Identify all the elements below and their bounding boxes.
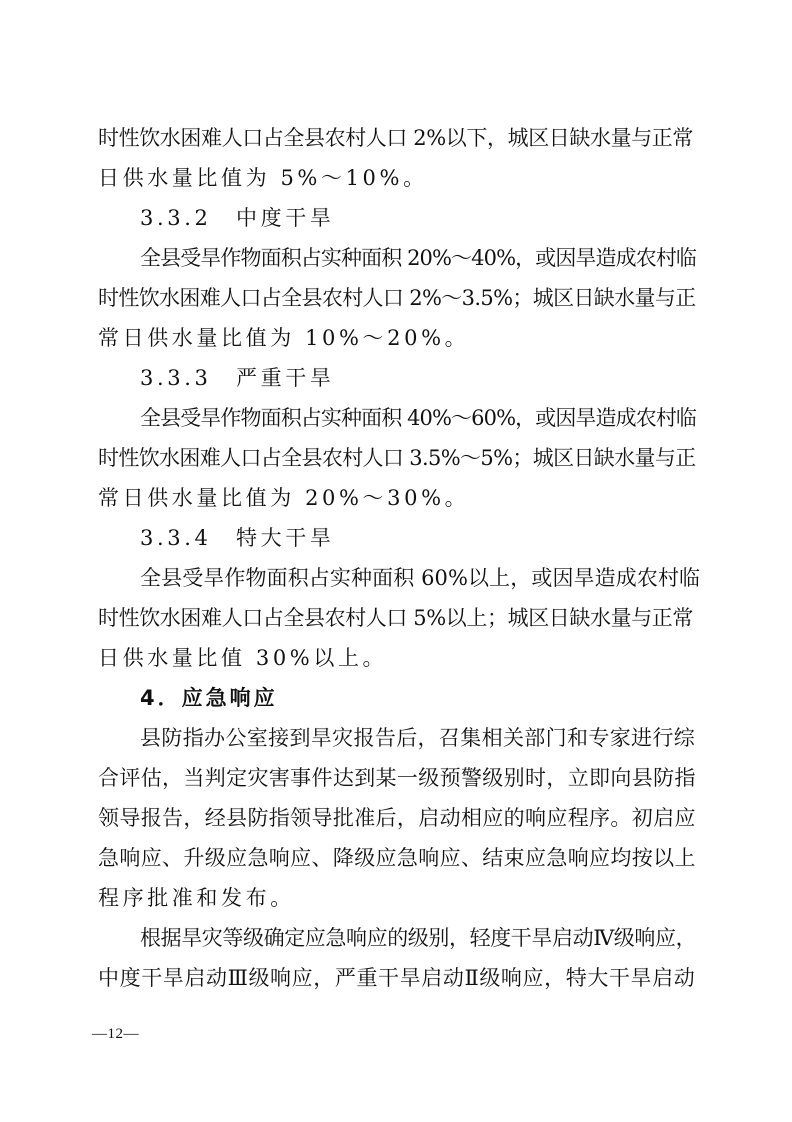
body-text-line: 合评估，当判定灾害事件达到某一级预警级别时，立即向县防指 [98,766,696,790]
body-text-line: 日供水量比值 30%以上。 [98,646,388,670]
body-text-line: 中度干旱启动Ⅲ级响应，严重干旱启动Ⅱ级响应，特大干旱启动 [98,966,696,990]
body-text-line: 急响应、升级应急响应、降级应急响应、结束应急响应均按以上 [98,846,696,870]
body-text-line: 程序批准和发布。 [98,886,295,910]
body-text-line: 根据旱灾等级确定应急响应的级别，轻度干旱启动Ⅳ级响应， [140,926,697,950]
body-text-line: 时性饮水困难人口占全县农村人口 2%以下，城区日缺水量与正常 [98,126,693,150]
body-text-line: 县防指办公室接到旱灾报告后，召集相关部门和专家进行综 [140,726,696,750]
body-text-line: 全县受旱作物面积占实种面积 20%～40%，或因旱造成农村临 [140,246,697,270]
body-text-line: 常日供水量比值为 10%～20%。 [98,326,470,350]
body-text-line: 时性饮水困难人口占全县农村人口 3.5%～5%；城区日缺水量与正 [98,446,696,470]
section-heading-3-3-2: 3.3.2 中度干旱 [140,206,335,230]
body-text-line: 全县受旱作物面积占实种面积 40%～60%，或因旱造成农村临 [140,406,697,430]
body-text-line: 时性饮水困难人口占全县农村人口 5%以上；城区日缺水量与正常 [98,606,693,630]
body-text-line: 常日供水量比值为 20%～30%。 [98,486,470,510]
section-heading-3-3-3: 3.3.3 严重干旱 [140,366,335,390]
section-heading-3-3-4: 3.3.4 特大干旱 [140,526,335,550]
page-number: —12— [92,1026,139,1042]
section-heading-4: 4．应急响应 [140,686,278,710]
body-text-line: 领导报告，经县防指领导批准后，启动相应的响应程序。初启应 [98,806,696,830]
body-text-line: 日供水量比值为 5%～10%。 [98,166,428,190]
body-text-line: 时性饮水困难人口占全县农村人口 2%～3.5%；城区日缺水量与正 [98,286,696,310]
body-text-line: 全县受旱作物面积占实种面积 60%以上，或因旱造成农村临 [140,566,701,590]
